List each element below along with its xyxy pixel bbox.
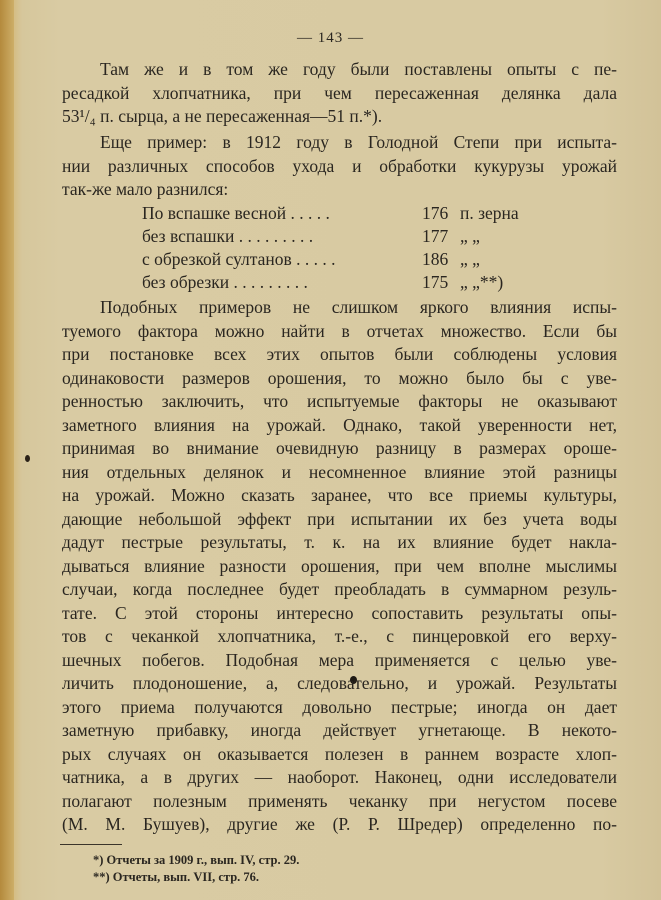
row-label: По вспашке весной . . . . . xyxy=(142,203,330,223)
text-line: принимая во внимание очевидную разницу в размерах ороше- xyxy=(62,438,617,458)
text-line: этого приема получаются довольно пестрые; иногда он дает xyxy=(62,696,617,717)
table-row xyxy=(142,225,519,248)
paragraph-2 xyxy=(62,131,617,202)
text-line: (М. М. Бушуев), другие же (Р. Р. Шредер) определенно по- xyxy=(62,814,617,834)
text-line: заметного влияния на урожай. Однако, такой уверенности нет, xyxy=(62,414,617,435)
text-line: дающие небольшой эффект при испытании их без учета воды xyxy=(62,508,617,529)
text-line: шечных побегов. Подобная мера применяется с целью уве- xyxy=(62,649,617,670)
row-unit: „ „ xyxy=(460,249,480,269)
table-row xyxy=(142,271,519,294)
row-unit: „ „**) xyxy=(460,272,504,292)
row-label: без вспашки . . . . . . . . . xyxy=(142,226,314,246)
page-spine-edge xyxy=(0,0,14,900)
text-line: Еще пример: в 1912 году в Голодной Степи при испыта- xyxy=(100,132,617,152)
paragraph-1 xyxy=(62,58,617,129)
text-line: ния отдельных делянок и несомненное влияние этой разницы xyxy=(62,461,617,482)
row-unit: п. зерна xyxy=(460,203,519,223)
row-value: 186 xyxy=(422,249,449,269)
footnote-1: *) Отчеты за 1909 г., вып. IV, стр. 29. xyxy=(93,853,300,867)
text-line: дываться влияние разности орошения, при чем вполне мыслимы xyxy=(62,555,617,576)
text-line: заметную прибавку, иногда действует угнетающе. В некото- xyxy=(62,720,617,740)
text-line: одинаковости размеров орошения, то можно было бы с уве- xyxy=(62,367,617,388)
text-line: при постановке всех этих опытов были соблюдены условия xyxy=(62,344,617,364)
footnotes xyxy=(93,852,299,886)
paragraph-3 xyxy=(62,296,617,837)
text-line: рых случаях он оказывается полезен в раннем возрасте хлоп- xyxy=(62,743,617,764)
footnote-2: **) Отчеты, вып. VII, стр. 76. xyxy=(93,870,260,884)
text-line: личить плодоношение, а, следовательно, и урожай. Результаты xyxy=(62,673,617,693)
row-label: с обрезкой султанов . . . . . xyxy=(142,249,336,269)
text-line: тов с чеканкой хлопчатника, т.-е., с пинцеровкой его верху- xyxy=(62,626,617,646)
text-line: тате. С этой стороны интересно сопоставить результаты опы- xyxy=(62,602,617,623)
page-number: — 143 — xyxy=(297,30,364,46)
text-line: случаи, когда последнее будет преобладать в суммарном резуль- xyxy=(62,579,617,599)
text-line: Там же и в том же году были поставлены опыты с пе- xyxy=(100,59,617,79)
row-value: 176 xyxy=(422,203,449,223)
text-line: 53¹/₄ п. сырца, а не пересаженная—51 п.*). xyxy=(62,106,383,126)
text-line: так-же мало разнился: xyxy=(62,179,229,199)
text-line: нии различных способов ухода и обработки кукурузы урожай xyxy=(62,155,617,176)
text-line: полагают полезным применять чеканку при негустом посеве xyxy=(62,790,617,811)
row-value: 177 xyxy=(422,226,449,246)
text-line: Подобных примеров не слишком яркого влияния испы- xyxy=(100,297,617,317)
yield-table xyxy=(142,202,519,294)
row-value: 175 xyxy=(422,272,449,292)
ink-spot xyxy=(25,455,30,462)
row-label: без обрезки . . . . . . . . . xyxy=(142,272,308,292)
table-row xyxy=(142,202,519,225)
text-line: ресадкой хлопчатника, при чем пересаженная делянка дала xyxy=(62,82,617,103)
text-line: на урожай. Можно сказать заранее, что все приемы культуры, xyxy=(62,485,617,505)
footnote-divider xyxy=(60,844,122,845)
text-line: чатника, а в других — наоборот. Наконец, одни исследователи xyxy=(62,767,617,787)
row-unit: „ „ xyxy=(460,226,480,246)
table-row xyxy=(142,248,519,271)
text-line: ренностью заключить, что испытуемые факторы не оказывают xyxy=(62,391,617,411)
text-line: туемого фактора можно найти в отчетах множество. Если бы xyxy=(62,320,617,341)
text-line: дадут пестрые результаты, т. к. на их влияние будет накла- xyxy=(62,532,617,552)
